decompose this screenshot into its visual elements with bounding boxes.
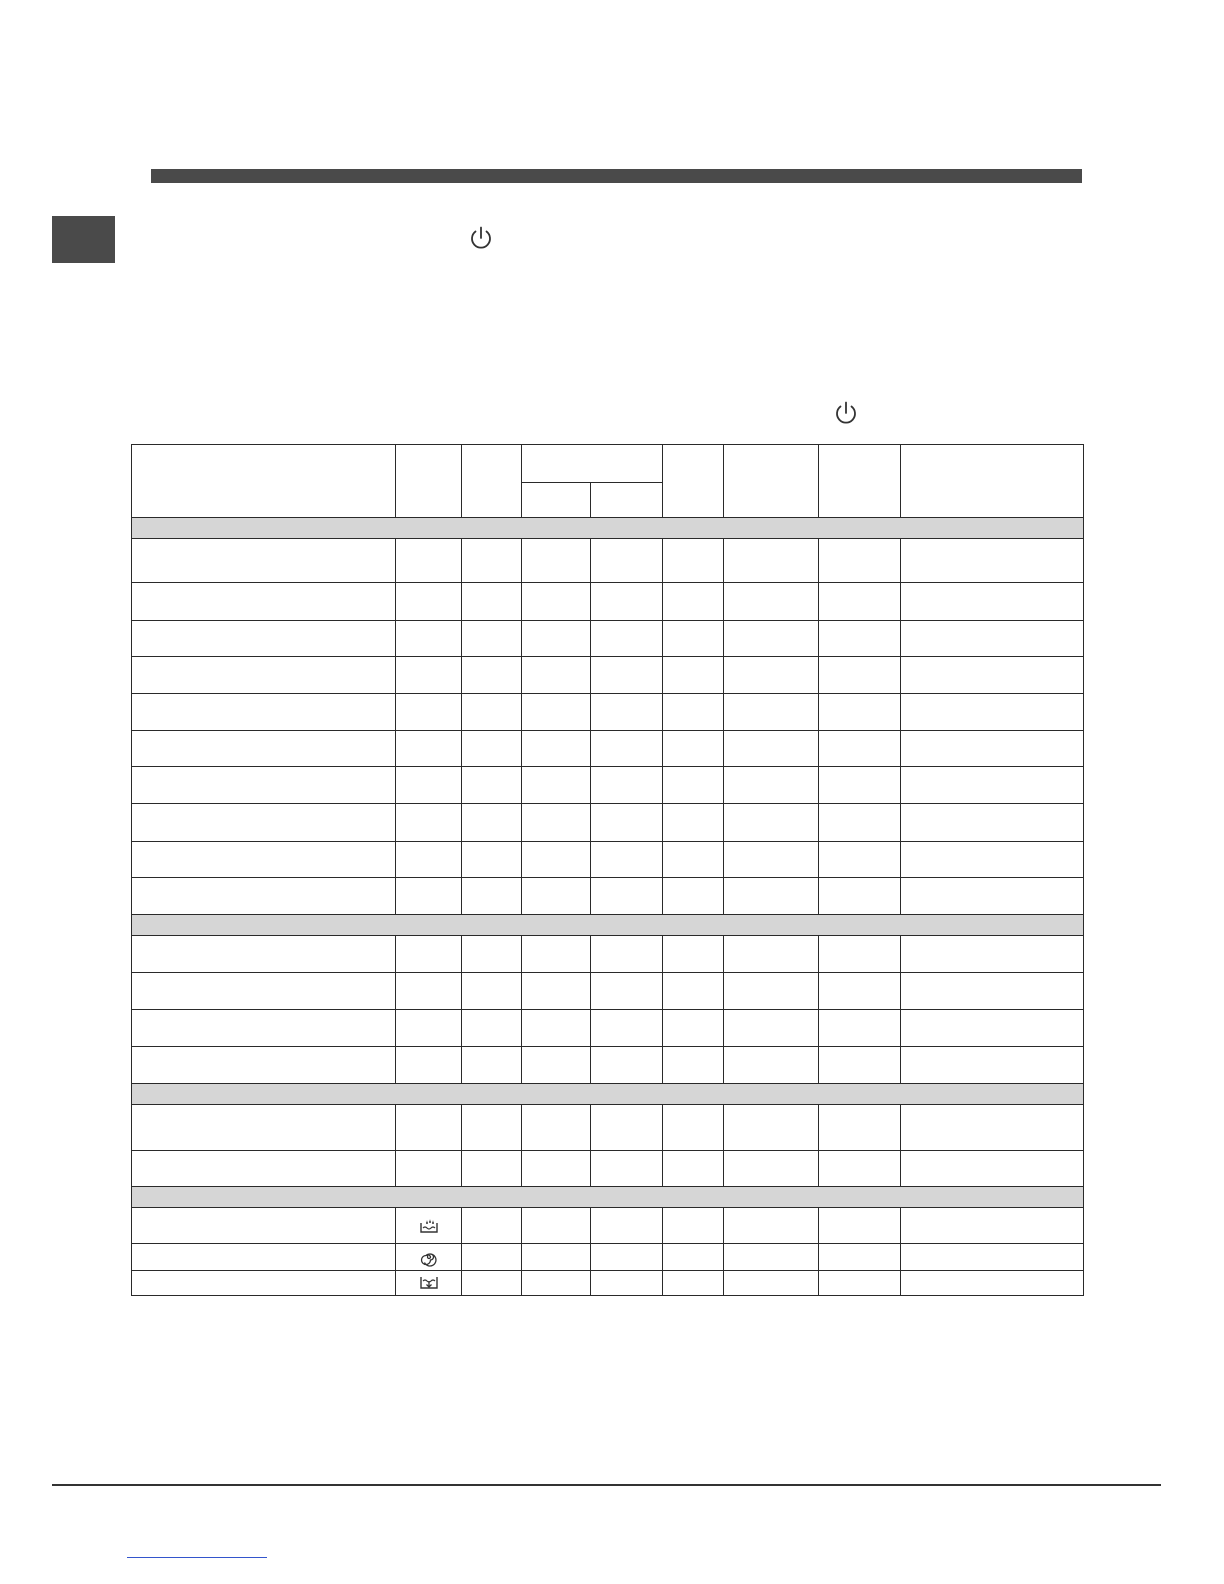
table-cell (901, 583, 1084, 621)
table-cell (591, 842, 663, 878)
table-cell (591, 583, 663, 621)
table-cell (522, 1151, 591, 1187)
table-cell (901, 731, 1084, 767)
table-cell (522, 583, 591, 621)
table-cell (132, 1010, 396, 1047)
table-cell (819, 767, 901, 804)
table-cell (819, 731, 901, 767)
header-cell (901, 445, 1084, 518)
table-cell (396, 1244, 462, 1271)
table-row (132, 1105, 1084, 1151)
table-cell (462, 694, 522, 731)
table-cell (132, 1208, 396, 1244)
table-row (132, 731, 1084, 767)
table-cell (462, 973, 522, 1010)
table-cell (132, 539, 396, 583)
table-cell (901, 1105, 1084, 1151)
table-cell (901, 1010, 1084, 1047)
table-cell (396, 804, 462, 842)
table-cell (132, 936, 396, 973)
table-cell (724, 1010, 819, 1047)
table-cell (663, 1208, 724, 1244)
table-cell (396, 1047, 462, 1084)
table-cell (901, 842, 1084, 878)
table-cell (819, 1271, 901, 1296)
table-cell (462, 583, 522, 621)
table-cell (724, 1151, 819, 1187)
table-cell (724, 804, 819, 842)
header-cell (724, 445, 819, 518)
table-cell (591, 878, 663, 915)
table-row (132, 804, 1084, 842)
table-cell (724, 1271, 819, 1296)
section-band-cell (132, 518, 1084, 539)
table-cell (396, 539, 462, 583)
table-cell (724, 694, 819, 731)
table-cell (462, 539, 522, 583)
table-cell (819, 973, 901, 1010)
table-cell (132, 804, 396, 842)
table-cell (522, 621, 591, 657)
table-row (132, 973, 1084, 1010)
table-cell (462, 621, 522, 657)
table-cell (462, 1208, 522, 1244)
table-cell (901, 621, 1084, 657)
table-cell (663, 1271, 724, 1296)
table-cell (591, 804, 663, 842)
header-cell (663, 445, 724, 518)
table-cell (819, 1151, 901, 1187)
table-cell (522, 878, 591, 915)
section-band-row (132, 518, 1084, 539)
table-cell (724, 767, 819, 804)
table-cell (591, 1105, 663, 1151)
table-cell (396, 657, 462, 694)
table-cell (591, 936, 663, 973)
section-band-cell (132, 915, 1084, 936)
table-cell (462, 1010, 522, 1047)
table-cell (663, 694, 724, 731)
table-cell (396, 583, 462, 621)
section-band-row (132, 1187, 1084, 1208)
table-cell (396, 878, 462, 915)
section-band-cell (132, 1187, 1084, 1208)
table-cell (591, 1010, 663, 1047)
language-tab[interactable] (52, 216, 115, 263)
table-cell (396, 936, 462, 973)
table-cell (724, 1105, 819, 1151)
table-cell (819, 1208, 901, 1244)
table-cell (522, 657, 591, 694)
table-cell (522, 1271, 591, 1296)
table-cell (522, 731, 591, 767)
table-cell (462, 804, 522, 842)
table-cell (819, 804, 901, 842)
table-cell (462, 1105, 522, 1151)
spin-icon (396, 1247, 461, 1267)
table-cell (132, 621, 396, 657)
table-cell (819, 1047, 901, 1084)
table-row (132, 694, 1084, 731)
header-subcell (591, 483, 663, 518)
footer-link[interactable] (127, 1557, 267, 1558)
header-subcell (522, 483, 591, 518)
table-row (132, 1151, 1084, 1187)
table-cell (522, 1244, 591, 1271)
table-cell (663, 1010, 724, 1047)
header-cell (396, 445, 462, 518)
power-icon (832, 399, 860, 427)
table-cell (819, 621, 901, 657)
table-cell (522, 1047, 591, 1084)
table-cell (591, 694, 663, 731)
table-cell (522, 539, 591, 583)
table-cell (591, 1271, 663, 1296)
table-cell (396, 1271, 462, 1296)
table-cell (396, 1010, 462, 1047)
table-cell (819, 936, 901, 973)
table-row (132, 657, 1084, 694)
table-cell (819, 583, 901, 621)
table-cell (724, 657, 819, 694)
table-cell (663, 1151, 724, 1187)
table-row (132, 1208, 1084, 1244)
rinse-icon (396, 1217, 461, 1235)
table-cell (663, 539, 724, 583)
table-cell (724, 1208, 819, 1244)
table-cell (663, 767, 724, 804)
table-cell (462, 657, 522, 694)
table-cell (724, 842, 819, 878)
table-cell (901, 1151, 1084, 1187)
table-cell (591, 539, 663, 583)
table-cell (663, 1047, 724, 1084)
table-cell (663, 936, 724, 973)
table-cell (591, 1208, 663, 1244)
programme-table-container (131, 444, 1083, 1296)
table-cell (132, 973, 396, 1010)
table-cell (591, 767, 663, 804)
table-cell (522, 1208, 591, 1244)
table-row (132, 1047, 1084, 1084)
table-cell (522, 973, 591, 1010)
table-cell (396, 621, 462, 657)
table-cell (132, 1105, 396, 1151)
table-row (132, 539, 1084, 583)
table-cell (901, 539, 1084, 583)
table-cell (132, 1244, 396, 1271)
table-cell (522, 694, 591, 731)
header-cell (462, 445, 522, 518)
table-cell (724, 539, 819, 583)
section-band-row (132, 1084, 1084, 1105)
table-cell (522, 767, 591, 804)
programme-table (131, 444, 1084, 1296)
table-cell (663, 1105, 724, 1151)
table-cell (819, 1010, 901, 1047)
table-header-row (132, 445, 1084, 483)
table-cell (462, 1151, 522, 1187)
table-cell (901, 973, 1084, 1010)
table-cell (819, 657, 901, 694)
table-cell (522, 1010, 591, 1047)
table-cell (132, 731, 396, 767)
table-cell (132, 1047, 396, 1084)
table-row (132, 621, 1084, 657)
table-cell (663, 878, 724, 915)
table-cell (663, 583, 724, 621)
table-cell (396, 973, 462, 1010)
table-cell (901, 936, 1084, 973)
table-cell (591, 731, 663, 767)
table-cell (132, 694, 396, 731)
table-cell (132, 842, 396, 878)
table-row (132, 1271, 1084, 1296)
header-cell (819, 445, 901, 518)
table-cell (462, 878, 522, 915)
title-bar (151, 169, 1082, 183)
table-cell (132, 1271, 396, 1296)
table-cell (724, 583, 819, 621)
table-cell (901, 657, 1084, 694)
table-cell (522, 1105, 591, 1151)
table-cell (724, 973, 819, 1010)
section-band-cell (132, 1084, 1084, 1105)
section-band-row (132, 915, 1084, 936)
table-cell (522, 936, 591, 973)
table-cell (462, 936, 522, 973)
table-cell (396, 1151, 462, 1187)
table-body (132, 518, 1084, 1296)
table-cell (132, 767, 396, 804)
table-cell (663, 804, 724, 842)
footer-rule (52, 1484, 1161, 1486)
table-cell (663, 731, 724, 767)
table-cell (819, 694, 901, 731)
table-cell (663, 842, 724, 878)
table-cell (132, 657, 396, 694)
table-cell (396, 842, 462, 878)
table-cell (901, 1244, 1084, 1271)
table-cell (724, 621, 819, 657)
table-cell (901, 1047, 1084, 1084)
table-cell (591, 1244, 663, 1271)
table-cell (522, 842, 591, 878)
table-cell (132, 583, 396, 621)
table-cell (819, 1244, 901, 1271)
table-cell (591, 1047, 663, 1084)
table-cell (462, 1244, 522, 1271)
table-cell (724, 1244, 819, 1271)
table-cell (462, 842, 522, 878)
table-cell (901, 1271, 1084, 1296)
table-cell (591, 621, 663, 657)
table-cell (462, 1047, 522, 1084)
header-group-cell (522, 445, 663, 483)
table-cell (462, 1271, 522, 1296)
table-cell (462, 731, 522, 767)
table-cell (396, 694, 462, 731)
table-cell (819, 539, 901, 583)
table-row (132, 583, 1084, 621)
table-row (132, 767, 1084, 804)
table-cell (724, 936, 819, 973)
table-cell (591, 973, 663, 1010)
table-cell (901, 878, 1084, 915)
table-row (132, 878, 1084, 915)
table-cell (591, 657, 663, 694)
table-row (132, 842, 1084, 878)
table-row (132, 1244, 1084, 1271)
table-cell (819, 842, 901, 878)
table-cell (663, 1244, 724, 1271)
table-cell (522, 804, 591, 842)
table-cell (663, 973, 724, 1010)
table-cell (663, 657, 724, 694)
table-cell (724, 1047, 819, 1084)
table-cell (396, 1105, 462, 1151)
power-icon (467, 224, 495, 252)
table-cell (819, 878, 901, 915)
table-cell (663, 621, 724, 657)
table-cell (901, 767, 1084, 804)
table-row (132, 936, 1084, 973)
table-cell (724, 731, 819, 767)
table-cell (396, 767, 462, 804)
table-row (132, 1010, 1084, 1047)
table-cell (901, 694, 1084, 731)
table-cell (901, 1208, 1084, 1244)
table-cell (396, 1208, 462, 1244)
table-cell (724, 878, 819, 915)
table-cell (901, 804, 1084, 842)
table-cell (462, 767, 522, 804)
header-cell (132, 445, 396, 518)
table-cell (396, 731, 462, 767)
table-cell (132, 1151, 396, 1187)
table-cell (819, 1105, 901, 1151)
table-cell (591, 1151, 663, 1187)
drain-icon (396, 1274, 461, 1292)
table-cell (132, 878, 396, 915)
